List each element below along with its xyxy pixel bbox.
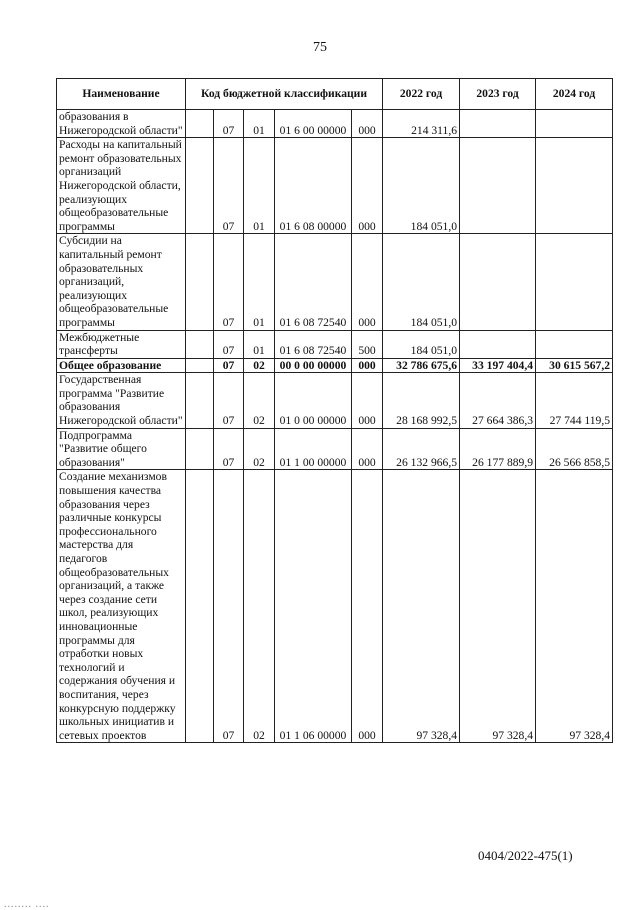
cell-2023: 26 177 889,9 — [460, 428, 536, 470]
cell-section: 07 — [214, 373, 244, 428]
cell-2023 — [460, 138, 536, 234]
cell-subsection: 01 — [244, 330, 275, 358]
table-row — [57, 330, 613, 358]
cell-2024: 26 566 858,5 — [536, 428, 613, 470]
cell-spacer — [186, 358, 214, 373]
cell-2024: 27 744 119,5 — [536, 373, 613, 428]
cell-name: Общее образование — [57, 358, 186, 373]
cell-2024: 97 328,4 — [536, 470, 613, 743]
cell-2024 — [536, 234, 613, 330]
cell-expense-type: 000 — [352, 428, 383, 470]
cell-section: 07 — [214, 234, 244, 330]
table-row — [57, 373, 613, 428]
cell-subsection: 02 — [244, 428, 275, 470]
cell-spacer — [186, 234, 214, 330]
cell-spacer — [186, 110, 214, 138]
cell-name: Субсидии на капитальный ремонт образовательных организаций, реализующих общеобразовательные программы — [57, 234, 186, 330]
header-code: Код бюджетной классификации — [186, 79, 383, 110]
cell-2022: 214 311,6 — [383, 110, 460, 138]
cell-2023 — [460, 234, 536, 330]
table-body — [57, 110, 613, 743]
budget-table — [56, 78, 613, 743]
cell-target-article: 01 1 06 00000 — [275, 470, 352, 743]
cell-name: Расходы на капитальный ремонт образовательных организаций Нижегородской области, реализующих общеобразовательные программы — [57, 138, 186, 234]
cell-expense-type: 500 — [352, 330, 383, 358]
header-2024: 2024 год — [536, 79, 613, 110]
table-row — [57, 358, 613, 373]
cell-2024 — [536, 330, 613, 358]
cell-spacer — [186, 373, 214, 428]
table-row — [57, 138, 613, 234]
cell-2023 — [460, 110, 536, 138]
cell-2022: 184 051,0 — [383, 138, 460, 234]
header-name: Наименование — [57, 79, 186, 110]
cell-target-article: 01 6 00 00000 — [275, 110, 352, 138]
cell-section: 07 — [214, 330, 244, 358]
cell-2024: 30 615 567,2 — [536, 358, 613, 373]
cell-2022: 32 786 675,6 — [383, 358, 460, 373]
cell-subsection: 01 — [244, 138, 275, 234]
cell-name: Подпрограмма "Развитие общего образования" — [57, 428, 186, 470]
cell-2023: 27 664 386,3 — [460, 373, 536, 428]
cell-subsection: 02 — [244, 373, 275, 428]
cell-name: образования в Нижегородской области" — [57, 110, 186, 138]
table-row — [57, 234, 613, 330]
document-code: 0404/2022-475(1) — [478, 848, 573, 863]
cell-2022: 28 168 992,5 — [383, 373, 460, 428]
cell-spacer — [186, 470, 214, 743]
cell-2023: 33 197 404,4 — [460, 358, 536, 373]
cell-2022: 97 328,4 — [383, 470, 460, 743]
cell-target-article: 01 6 08 00000 — [275, 138, 352, 234]
cell-expense-type: 000 — [352, 234, 383, 330]
cell-target-article: 01 0 00 00000 — [275, 373, 352, 428]
header-2022: 2022 год — [383, 79, 460, 110]
table-row — [57, 470, 613, 743]
cell-expense-type: 000 — [352, 373, 383, 428]
cell-2022: 184 051,0 — [383, 330, 460, 358]
cell-spacer — [186, 428, 214, 470]
cell-target-article: 01 1 00 00000 — [275, 428, 352, 470]
cell-expense-type: 000 — [352, 470, 383, 743]
cell-spacer — [186, 138, 214, 234]
table-row — [57, 110, 613, 138]
cell-expense-type: 000 — [352, 358, 383, 373]
page-number: 75 — [313, 40, 327, 55]
cell-expense-type: 000 — [352, 138, 383, 234]
cell-2024 — [536, 138, 613, 234]
cell-target-article: 01 6 08 72540 — [275, 234, 352, 330]
cell-target-article: 01 6 08 72540 — [275, 330, 352, 358]
header-2023: 2023 год — [460, 79, 536, 110]
cell-name: Создание механизмов повышения качества образования через различные конкурсы профессионального мастерства для педагогов общеобразовательных организаций, а также через создание сети школ, реализующих инновационные программы для отработки новых технологий и содержания обучения и воспитания, через конкурсную поддержку школьных инициатив и сетевых проектов — [57, 470, 186, 743]
cell-spacer — [186, 330, 214, 358]
cell-name: Государственная программа "Развитие образования Нижегородской области" — [57, 373, 186, 428]
cell-section: 07 — [214, 358, 244, 373]
cell-target-article: 00 0 00 00000 — [275, 358, 352, 373]
table-row — [57, 428, 613, 470]
cell-expense-type: 000 — [352, 110, 383, 138]
cell-section: 07 — [214, 470, 244, 743]
cell-subsection: 01 — [244, 110, 275, 138]
cell-2022: 26 132 966,5 — [383, 428, 460, 470]
cell-section: 07 — [214, 138, 244, 234]
cell-2022: 184 051,0 — [383, 234, 460, 330]
table-header-row — [57, 79, 613, 110]
cell-section: 07 — [214, 428, 244, 470]
footer-marks: ........ .... — [4, 899, 50, 910]
cell-2023: 97 328,4 — [460, 470, 536, 743]
cell-section: 07 — [214, 110, 244, 138]
cell-subsection: 02 — [244, 470, 275, 743]
cell-subsection: 01 — [244, 234, 275, 330]
cell-subsection: 02 — [244, 358, 275, 373]
cell-name: Межбюджетные трансферты — [57, 330, 186, 358]
cell-2024 — [536, 110, 613, 138]
cell-2023 — [460, 330, 536, 358]
